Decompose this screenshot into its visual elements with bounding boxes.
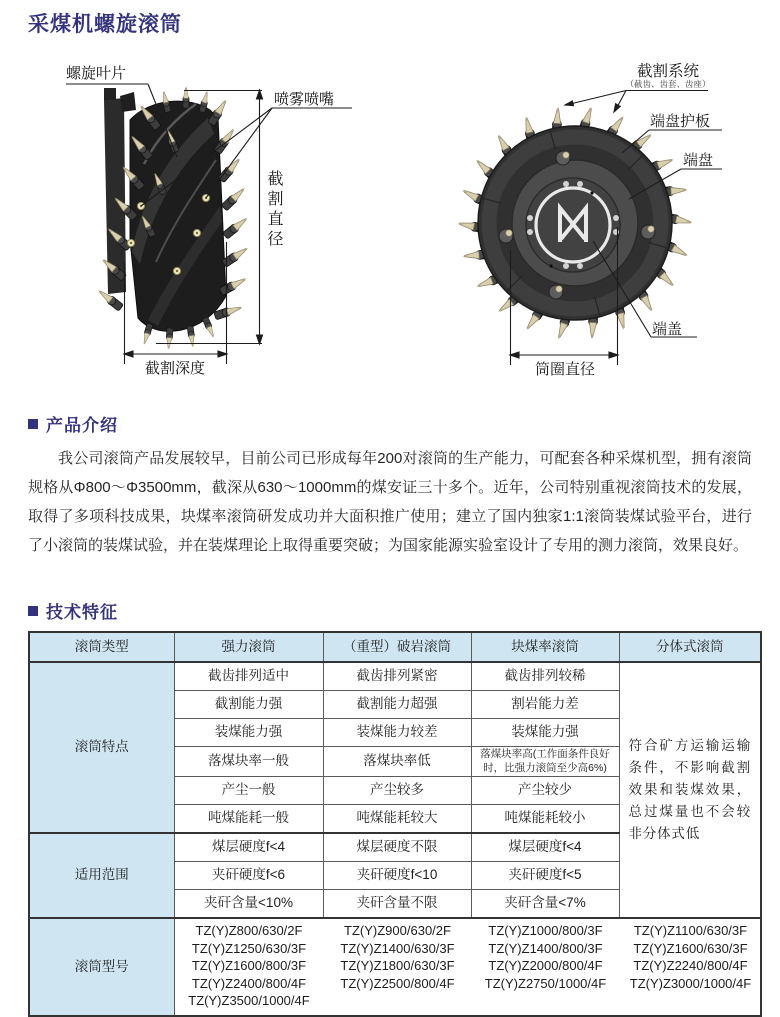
row-group-header: 适用范围 <box>29 833 174 918</box>
drum-model: TZ(Y)Z900/630/2F <box>344 923 451 938</box>
table-cell: 煤层硬度f<4 <box>471 833 619 862</box>
table-cell: 产尘一般 <box>174 777 323 805</box>
table-row <box>29 662 761 691</box>
table-cell: 吨煤能耗较小 <box>471 805 619 834</box>
section-heading-intro <box>28 411 118 436</box>
label-end-disc: 端盘 <box>683 152 714 169</box>
table-row-models <box>29 918 761 1016</box>
table-cell: 煤层硬度f<4 <box>174 833 323 862</box>
product-figures <box>0 0 780 400</box>
section-heading-tech <box>28 598 118 623</box>
label-end-cap: 端盖 <box>652 321 683 338</box>
drum-model: TZ(Y)Z2240/800/4F <box>633 958 748 973</box>
tech-table-body <box>29 662 761 1016</box>
drum-model: TZ(Y)Z1400/800/3F <box>488 940 603 956</box>
drum-model: TZ(Y)Z1400/630/3F <box>340 940 455 956</box>
drum-model: TZ(Y)Z1600/630/3F <box>633 940 748 956</box>
drum-model: TZ(Y)Z1000/800/3F <box>488 923 603 938</box>
table-cell: 煤层硬度不限 <box>323 833 471 862</box>
tech-table <box>28 631 762 1017</box>
table-cell: 落煤块率低 <box>323 747 471 777</box>
row-group-header: 滚筒特点 <box>29 662 174 833</box>
drum-model: TZ(Y)Z2000/800/4F <box>488 958 603 973</box>
table-cell: 夹矸硬度f<6 <box>174 862 323 890</box>
drum-model: TZ(Y)Z1100/630/3F <box>633 923 748 938</box>
label-cutting-system: 截割系统 <box>636 63 699 80</box>
table-cell: 落煤块率一般 <box>174 747 323 777</box>
drum-model: TZ(Y)Z2500/800/4F <box>340 975 455 991</box>
row-group-header: 滚筒型号 <box>29 918 174 1016</box>
table-cell: 截割能力超强 <box>323 691 471 719</box>
page-title: 采煤机螺旋滚筒 <box>28 13 182 36</box>
label-cutting-depth: 截割深度 <box>144 360 205 377</box>
tech-table-head <box>29 632 761 662</box>
table-cell: 截齿排列较稀 <box>471 662 619 691</box>
drum-model: TZ(Y)Z3500/1000/4F <box>188 993 310 1008</box>
intro-heading-text: 产品介绍 <box>46 416 118 435</box>
table-cell: 夹矸含量<7% <box>471 890 619 919</box>
split-drum-note-cell: 符合矿方运输运输条件，不影响截割效果和装煤效果，总过煤量也不会较非分体式低 <box>619 662 761 918</box>
table-cell: 夹矸含量<10% <box>174 890 323 919</box>
heading-square-bullet <box>28 419 38 429</box>
table-cell: 产尘较少 <box>471 777 619 805</box>
intro-paragraph: 我公司滚筒产品发展较早，目前公司已形成每年200对滚筒的生产能力，可配套各种采煤机型，拥有滚筒规格从Φ800～Φ3500mm，截深从630～1000mm的煤安证三十多个。近年，公司特别重视滚筒技术的发展，取得了多项科技成果，块煤率滚筒研发成功并大面积推广使用；建立了国内独家1:1滚筒装煤试验平台，进行了小滚筒的装煤试验，并在装煤理论上取得重要突破；为国家能源实验室设计了专用的测力滚筒，效果良好。 <box>28 450 752 554</box>
drum-model: TZ(Y)Z3000/1000/4F <box>629 975 752 991</box>
drum-front-photo <box>457 105 694 341</box>
models-cell <box>174 918 761 1016</box>
table-cell: 截齿排列适中 <box>174 662 323 691</box>
table-cell: 吨煤能耗较大 <box>323 805 471 834</box>
column-header: 块煤率滚筒 <box>471 632 619 662</box>
table-cell: 割岩能力差 <box>471 691 619 719</box>
label-ring-diameter: 筒圈直径 <box>534 361 595 378</box>
label-end-disc-guard: 端盘护板 <box>650 113 711 130</box>
drum-model: TZ(Y)Z1250/630/3F <box>191 940 307 956</box>
drum-model: TZ(Y)Z2400/800/4F <box>191 975 307 991</box>
table-cell: 落煤块率高(工作面条件良好时，比强力滚筒至少高6%) <box>471 747 619 777</box>
column-header: 分体式滚筒 <box>619 632 761 662</box>
label-spray-nozzle: 喷雾喷嘴 <box>274 91 335 108</box>
heading-square-bullet <box>28 606 38 616</box>
label-cutting-system-sub: （截齿、齿套、齿座） <box>625 79 711 89</box>
column-header: （重型）破岩滚筒 <box>323 632 471 662</box>
drum-model: TZ(Y)Z800/630/2F <box>195 923 303 938</box>
table-cell: 截割能力强 <box>174 691 323 719</box>
drum-model: TZ(Y)Z2750/1000/4F <box>484 975 607 991</box>
drum-model: TZ(Y)Z1600/800/3F <box>191 958 307 973</box>
table-cell: 吨煤能耗一般 <box>174 805 323 834</box>
table-cell: 截齿排列紧密 <box>323 662 471 691</box>
label-spiral-blade: 螺旋叶片 <box>66 65 127 82</box>
table-cell: 夹矸硬度f<10 <box>323 862 471 890</box>
column-header: 强力滚筒 <box>174 632 323 662</box>
table-cell: 装煤能力较差 <box>323 719 471 747</box>
table-cell: 产尘较多 <box>323 777 471 805</box>
table-cell: 夹矸硬度f<5 <box>471 862 619 890</box>
tech-heading-text: 技术特征 <box>46 603 118 622</box>
table-cell: 夹矸含量不限 <box>323 890 471 919</box>
drum-side-photo <box>96 86 251 350</box>
table-cell: 装煤能力强 <box>174 719 323 747</box>
label-cutting-diameter: 截割直径 <box>265 170 282 250</box>
table-cell: 装煤能力强 <box>471 719 619 747</box>
column-header: 滚筒类型 <box>29 632 174 662</box>
drum-model: TZ(Y)Z1800/630/3F <box>340 958 455 973</box>
